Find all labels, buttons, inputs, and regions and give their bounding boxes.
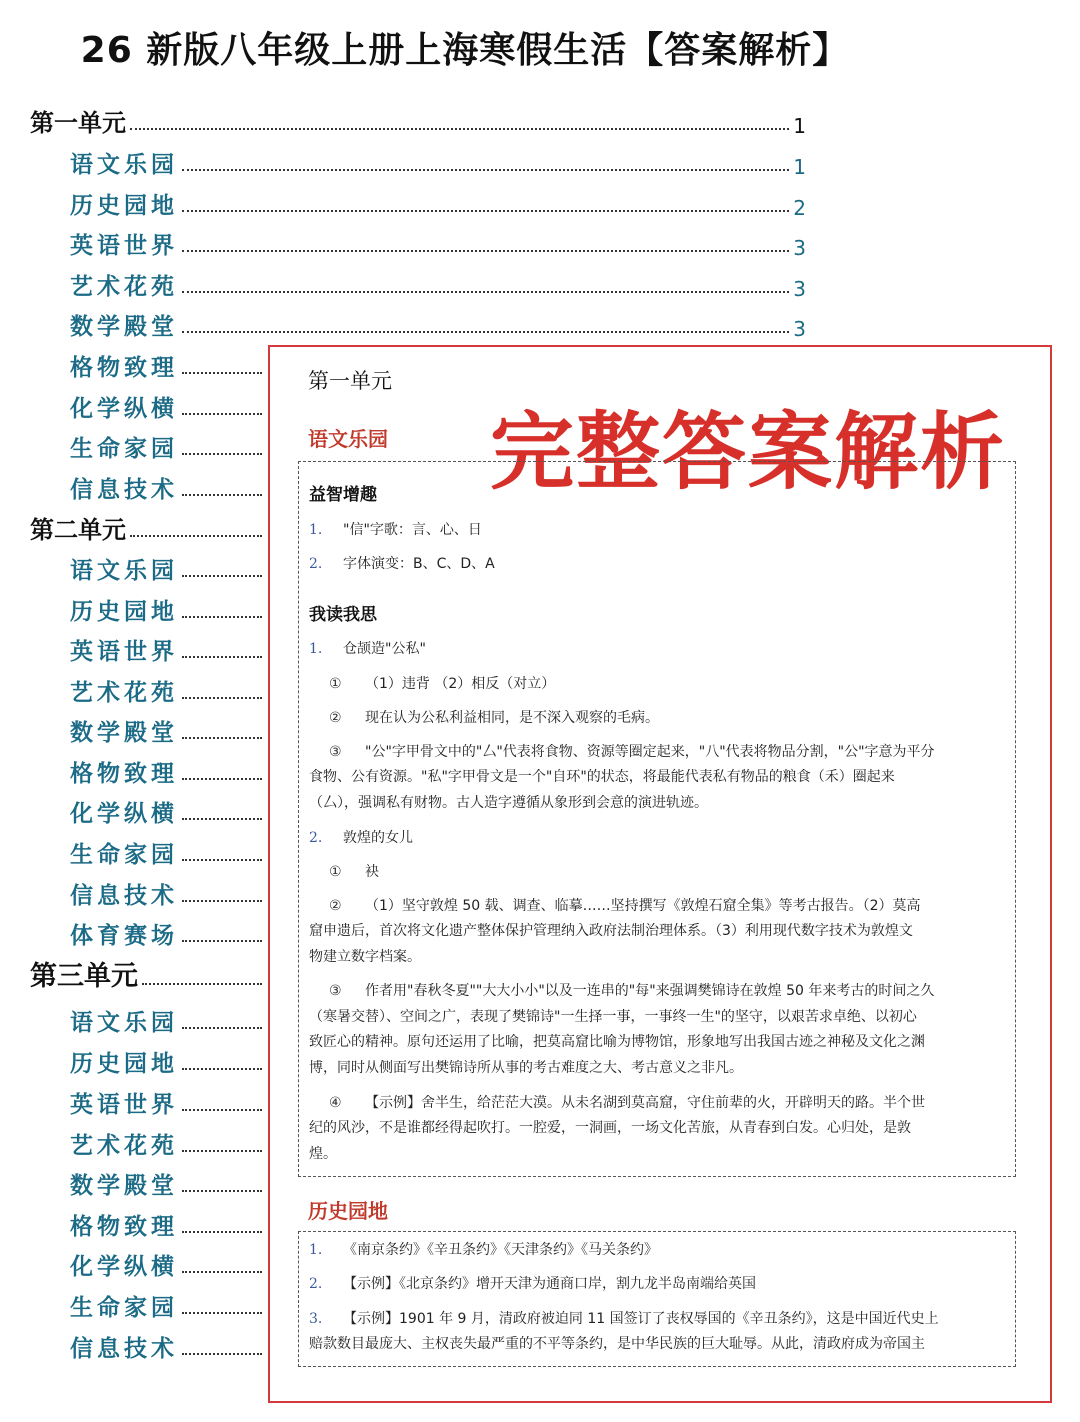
toc-item-label: 数学殿堂 bbox=[70, 314, 178, 340]
toc-item[interactable] bbox=[70, 1327, 266, 1363]
toc-item[interactable] bbox=[70, 265, 806, 301]
section-title-history: 历史园地 bbox=[308, 1199, 388, 1223]
toc-leader-dots bbox=[182, 1190, 262, 1192]
answer-line: 3. 【示例】1901 年 9 月，清政府被迫同 11 国签订了丧权辱国的《辛丑条约》，这是中国近代史上 bbox=[309, 1311, 939, 1327]
page-title: 26 新版八年级上册上海寒假生活【答案解析】 bbox=[80, 30, 850, 71]
toc-item[interactable] bbox=[70, 224, 806, 260]
toc-leader-dots bbox=[182, 1109, 262, 1111]
answer-line: 致匠心的精神。原句还运用了比喻，把莫高窟比喻为博物馆，形象地写出我国古迹之神秘及文化之渊 bbox=[309, 1034, 925, 1050]
toc-leader-dots bbox=[182, 494, 262, 496]
toc-leader-dots bbox=[182, 778, 262, 780]
toc-item-label: 语文乐园 bbox=[70, 152, 178, 178]
toc-unit-3[interactable] bbox=[30, 957, 266, 993]
toc-item-label: 格物致理 bbox=[70, 355, 178, 381]
toc-item-label: 化学纵横 bbox=[70, 801, 178, 827]
toc-item-label: 艺术花苑 bbox=[70, 1133, 178, 1159]
toc-page-number: 2 bbox=[793, 196, 806, 220]
toc-item[interactable] bbox=[70, 1083, 266, 1119]
toc-item-label: 历史园地 bbox=[70, 599, 178, 625]
toc-item[interactable] bbox=[70, 143, 806, 179]
answer-line: ① 袂 bbox=[329, 864, 379, 880]
toc-item[interactable] bbox=[70, 346, 266, 382]
toc-leader-dots bbox=[182, 169, 789, 171]
answer-line: ③ 作者用"春秋冬夏""大大小小"以及一连串的"每"来强调樊锦诗在敦煌 50 年来考古的时间之久 bbox=[329, 983, 935, 999]
answer-line: 窟申遗后，首次将文化遗产整体保护管理纳入政府法制治理体系。（3）利用现代数字技术为敦煌文 bbox=[309, 923, 913, 939]
toc-leader-dots bbox=[182, 1150, 262, 1152]
answer-line: 煌。 bbox=[309, 1146, 337, 1162]
overlay-banner: 完整答案解析 bbox=[490, 403, 1007, 501]
toc-leader-dots bbox=[182, 737, 262, 739]
toc-item-label: 数学殿堂 bbox=[70, 720, 178, 746]
answer-line: 1. 仓颉造"公私" bbox=[309, 641, 426, 657]
answer-line: 1. 《南京条约》《辛丑条约》《天津条约》《马关条约》 bbox=[309, 1242, 658, 1258]
toc-item[interactable] bbox=[70, 1245, 266, 1281]
toc-item[interactable] bbox=[70, 914, 266, 950]
toc-unit-label: 第三单元 bbox=[30, 961, 138, 992]
toc-unit-2[interactable] bbox=[30, 509, 266, 545]
toc-item-label: 历史园地 bbox=[70, 193, 178, 219]
toc-item[interactable] bbox=[70, 1124, 266, 1160]
toc-item-label: 历史园地 bbox=[70, 1051, 178, 1077]
toc-item[interactable] bbox=[70, 792, 266, 828]
toc-leader-dots bbox=[182, 1068, 262, 1070]
toc-unit-label: 第二单元 bbox=[30, 516, 126, 544]
toc-leader-dots bbox=[182, 1231, 262, 1233]
toc-item[interactable] bbox=[70, 874, 266, 910]
toc-leader-dots bbox=[182, 859, 262, 861]
toc-item-label: 信息技术 bbox=[70, 883, 178, 909]
toc-item-label: 格物致理 bbox=[70, 761, 178, 787]
toc-item[interactable] bbox=[70, 590, 266, 626]
subheading-wodu: 我读我思 bbox=[309, 605, 377, 625]
toc-leader-dots bbox=[142, 983, 262, 985]
section-title-chinese: 语文乐园 bbox=[308, 427, 388, 451]
toc-leader-dots bbox=[182, 1027, 262, 1029]
toc-item[interactable] bbox=[70, 711, 266, 747]
toc-leader-dots bbox=[182, 1271, 262, 1273]
toc-leader-dots bbox=[182, 697, 262, 699]
answer-line: 赔款数目最庞大、主权丧失最严重的不平等条约，是中华民族的巨大耻辱。从此，清政府成为帝国主 bbox=[309, 1336, 925, 1352]
toc-item[interactable] bbox=[70, 833, 266, 869]
toc-item-label: 英语世界 bbox=[70, 1092, 178, 1118]
toc-item-label: 格物致理 bbox=[70, 1214, 178, 1240]
toc-leader-dots bbox=[182, 900, 262, 902]
answer-line: 2. 【示例】《北京条约》增开天津为通商口岸，割九龙半岛南端给英国 bbox=[309, 1276, 756, 1292]
toc-item-label: 数学殿堂 bbox=[70, 1173, 178, 1199]
answer-line: ③ "公"字甲骨文中的"厶"代表将食物、资源等圈定起来，"八"代表将物品分割，"公"字意为平分 bbox=[329, 744, 935, 760]
answer-line: 2. 敦煌的女儿 bbox=[309, 830, 413, 846]
toc-item[interactable] bbox=[70, 752, 266, 788]
toc-item-label: 艺术花苑 bbox=[70, 274, 178, 300]
toc-leader-dots bbox=[182, 818, 262, 820]
toc-item[interactable] bbox=[70, 671, 266, 707]
toc-unit-1[interactable] bbox=[30, 102, 806, 138]
answer-line: 食物、公有资源。"私"字甲骨文是一个"自环"的状态，将最能代表私有物品的粮食（禾）圈起来 bbox=[309, 769, 895, 785]
toc-leader-dots bbox=[182, 656, 262, 658]
toc-item[interactable] bbox=[70, 1164, 266, 1200]
toc-page-number: 1 bbox=[793, 114, 806, 138]
toc-page-number: 3 bbox=[793, 277, 806, 301]
subheading-yizhi: 益智增趣 bbox=[309, 485, 377, 505]
toc-page-number: 3 bbox=[793, 236, 806, 260]
toc-item-label: 语文乐园 bbox=[70, 558, 178, 584]
toc-leader-dots bbox=[130, 535, 262, 537]
toc-item[interactable] bbox=[70, 549, 266, 585]
panel-unit-heading: 第一单元 bbox=[308, 369, 392, 393]
toc-item[interactable] bbox=[70, 468, 266, 504]
toc-item[interactable] bbox=[70, 387, 266, 423]
toc-item-label: 生命家园 bbox=[70, 436, 178, 462]
toc-item-label: 化学纵横 bbox=[70, 396, 178, 422]
toc-leader-dots bbox=[182, 291, 789, 293]
answer-line: 纪的风沙，不是谁都经得起吹打。一腔爱，一洞画，一场文化苦旅，从青春到白发。心归处，是敦 bbox=[309, 1120, 911, 1136]
toc-item-label: 英语世界 bbox=[70, 233, 178, 259]
toc-leader-dots bbox=[182, 331, 789, 333]
toc-item-label: 信息技术 bbox=[70, 477, 178, 503]
toc-item-label: 生命家园 bbox=[70, 842, 178, 868]
toc-item-label: 艺术花苑 bbox=[70, 680, 178, 706]
toc-leader-dots bbox=[182, 453, 262, 455]
toc-item[interactable] bbox=[70, 184, 806, 220]
toc-item[interactable] bbox=[70, 1042, 266, 1078]
toc-leader-dots bbox=[182, 372, 262, 374]
answer-line: （寒暑交替）、空间之广，表现了樊锦诗"一生择一事，一事终一生"的坚守，以艰苦求卓绝、以初心 bbox=[309, 1009, 917, 1025]
toc-leader-dots bbox=[182, 575, 262, 577]
history-answers-box bbox=[298, 1231, 1016, 1367]
chinese-answers-box bbox=[298, 461, 1016, 1177]
answer-line: ④ 【示例】舍半生，给茫茫大漠。从未名湖到莫高窟，守住前辈的火，开辟明天的路。半个世 bbox=[329, 1095, 925, 1111]
toc-leader-dots bbox=[182, 616, 262, 618]
toc-item[interactable] bbox=[70, 1286, 266, 1322]
answer-line: 博，同时从侧面写出樊锦诗所从事的考古难度之大、考古意义之非凡。 bbox=[309, 1060, 743, 1076]
toc-unit-label: 第一单元 bbox=[30, 109, 126, 137]
answer-panel bbox=[268, 345, 1052, 1403]
toc-leader-dots bbox=[182, 413, 262, 415]
toc-item-label: 化学纵横 bbox=[70, 1254, 178, 1280]
answer-line: ② （1）坚守敦煌 50 载、调查、临摹……坚持撰写《敦煌石窟全集》等考古报告。（2）莫高 bbox=[329, 898, 921, 914]
toc-item[interactable] bbox=[70, 1205, 266, 1241]
toc-page-number: 1 bbox=[793, 155, 806, 179]
toc-item[interactable] bbox=[70, 1001, 266, 1037]
toc-page-number: 3 bbox=[793, 317, 806, 341]
toc-item-label: 语文乐园 bbox=[70, 1010, 178, 1036]
toc-leader-dots bbox=[182, 210, 789, 212]
answer-line: 2. 字体演变：B、C、D、A bbox=[309, 556, 495, 572]
toc-item-label: 体育赛场 bbox=[70, 923, 178, 949]
toc-leader-dots bbox=[182, 940, 262, 942]
toc-item-label: 英语世界 bbox=[70, 639, 178, 665]
toc-item[interactable] bbox=[70, 630, 266, 666]
toc-leader-dots bbox=[182, 250, 789, 252]
toc-leader-dots bbox=[130, 128, 789, 130]
answer-line: ① （1）违背 （2）相反（对立） bbox=[329, 676, 556, 692]
toc-item-label: 生命家园 bbox=[70, 1295, 178, 1321]
answer-line: ② 现在认为公私利益相同，是不深入观察的毛病。 bbox=[329, 710, 659, 726]
toc-item[interactable] bbox=[70, 427, 266, 463]
toc-item[interactable] bbox=[70, 305, 806, 341]
answer-line: 物建立数字档案。 bbox=[309, 949, 421, 965]
toc-item-label: 信息技术 bbox=[70, 1336, 178, 1362]
answer-line: 1. "信"字歌：言、心、日 bbox=[309, 522, 482, 538]
answer-line: （厶），强调私有财物。古人造字遵循从象形到会意的演进轨迹。 bbox=[309, 795, 708, 811]
toc-leader-dots bbox=[182, 1353, 262, 1355]
toc-leader-dots bbox=[182, 1312, 262, 1314]
